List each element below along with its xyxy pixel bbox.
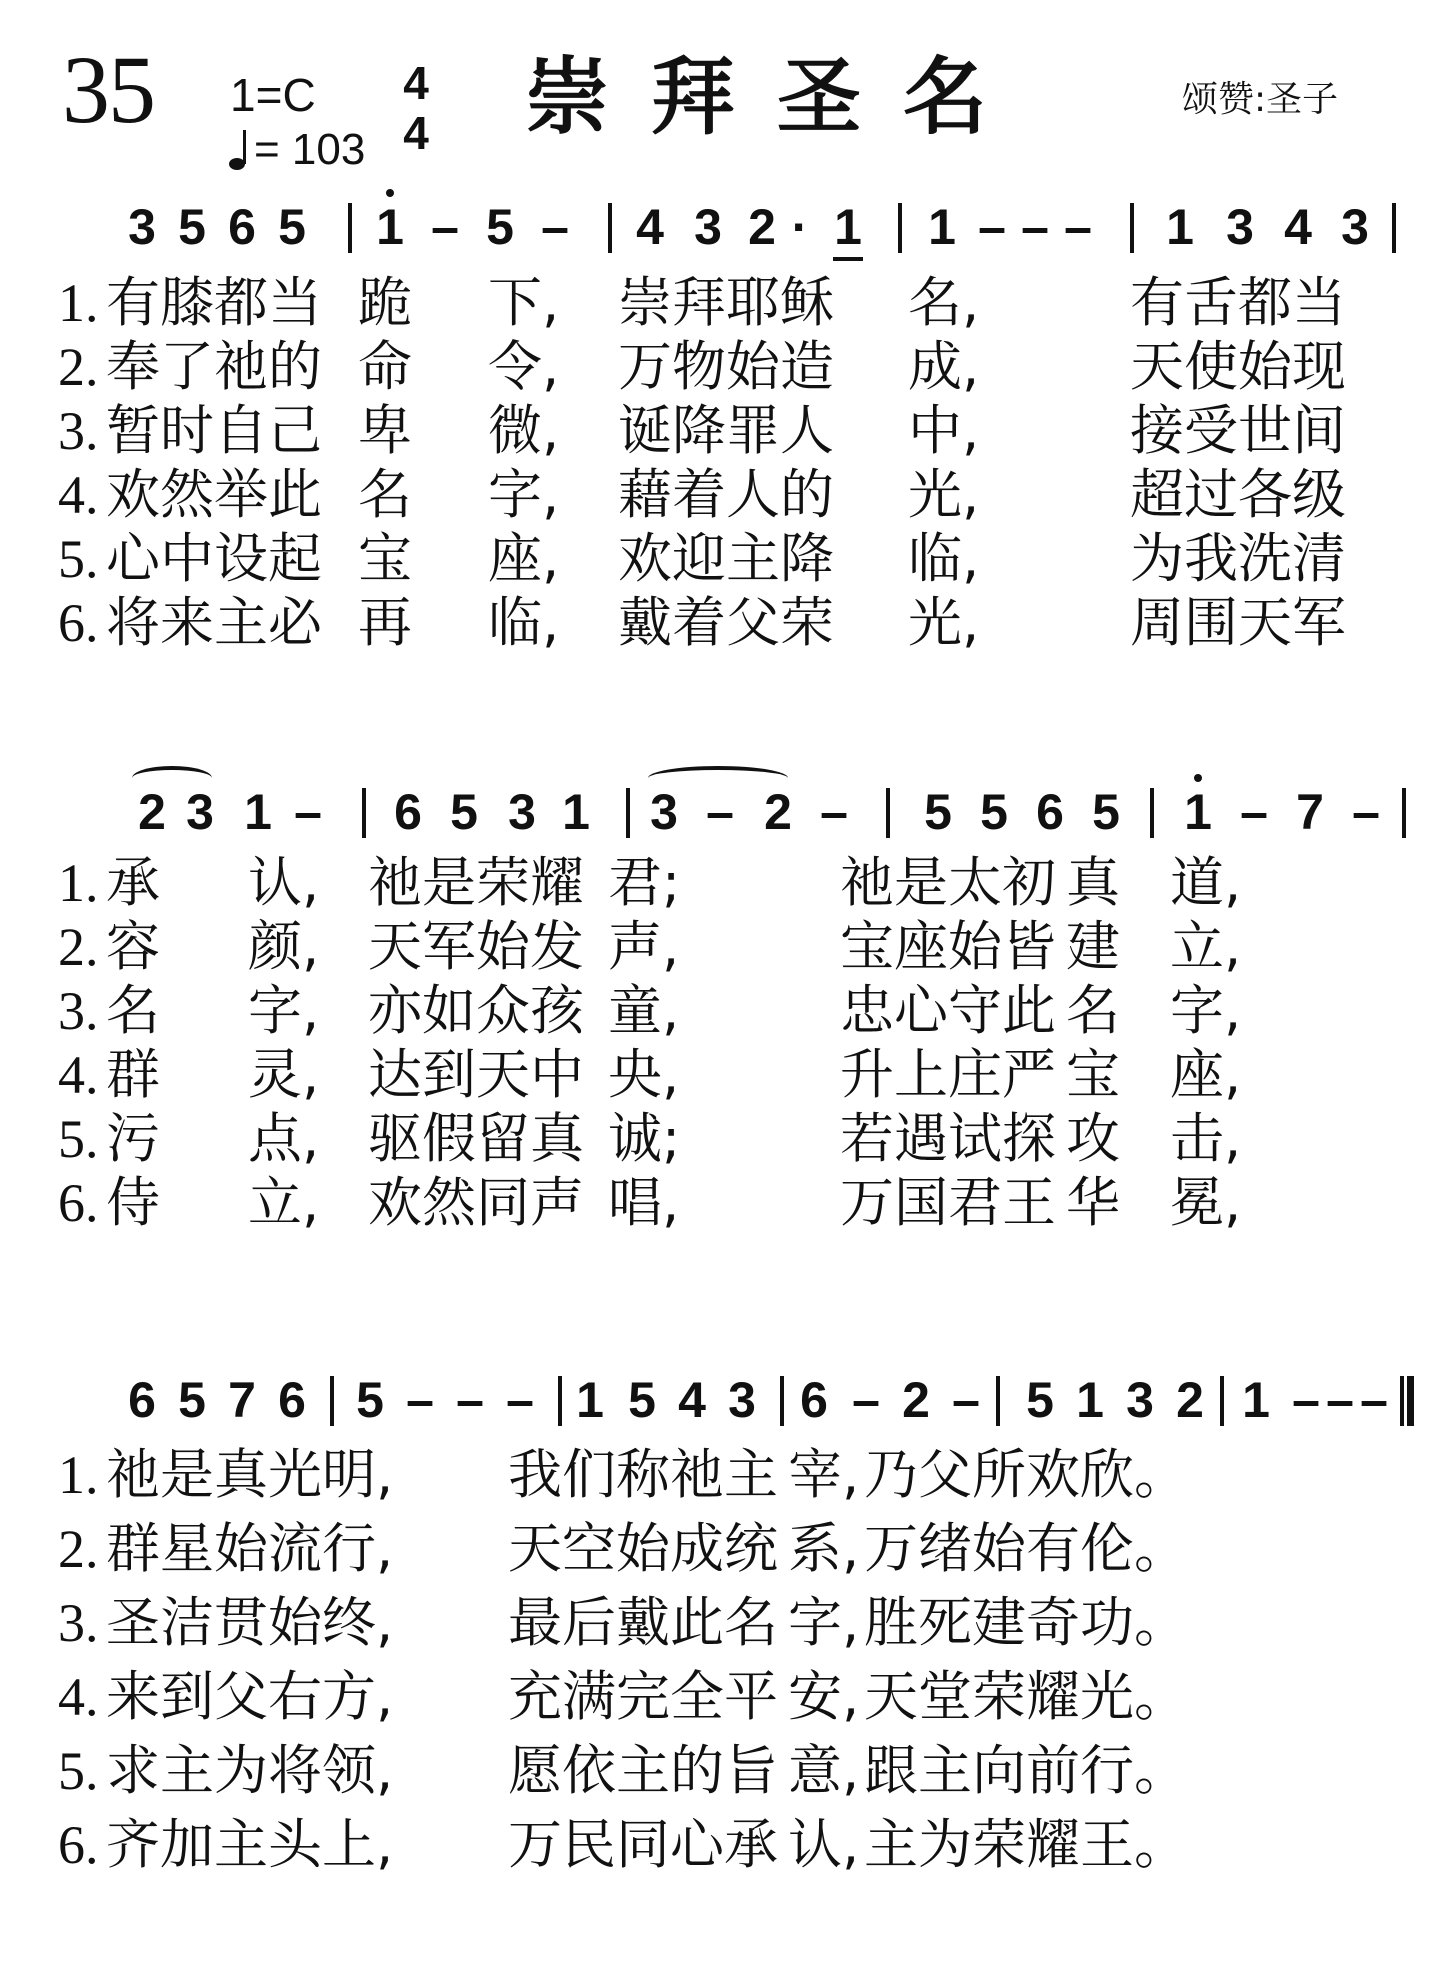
note-token: 1 bbox=[1166, 199, 1194, 255]
lyric-segment: 愿依主的旨 bbox=[508, 1739, 778, 1802]
lyric-segment: 充满完全平 bbox=[508, 1665, 778, 1728]
lyric-segment: 万物始造 bbox=[618, 335, 834, 398]
note-token: · bbox=[791, 199, 809, 255]
lyric-segment: 临, bbox=[488, 591, 560, 654]
hymn-author: 颂赞:圣子 bbox=[1182, 79, 1339, 120]
lyric-segment: 容 bbox=[106, 915, 160, 978]
lyric-segment: 若遇试探 bbox=[840, 1107, 1056, 1170]
lyric-segment: 欢迎主降 bbox=[618, 527, 834, 590]
lyric-segment: 戴着父荣 bbox=[618, 591, 834, 654]
note-token: 3 bbox=[1341, 199, 1369, 255]
barline bbox=[1220, 1376, 1224, 1426]
verse-number: 5. bbox=[58, 1741, 99, 1801]
key-signature: 1=C bbox=[230, 69, 316, 121]
lyric-segment: 诚; bbox=[608, 1107, 681, 1170]
barline bbox=[1392, 203, 1396, 253]
lyric-segment: 临, bbox=[908, 527, 980, 590]
lyric-segment: 童, bbox=[608, 979, 680, 1042]
lyric-segment: 击, bbox=[1170, 1107, 1242, 1170]
note-token: 2 bbox=[902, 1372, 930, 1428]
lyric-segment: 名 bbox=[106, 979, 160, 1042]
lyric-segment: 齐加主头上, bbox=[106, 1813, 394, 1876]
lyric-segment: 卑 bbox=[358, 399, 412, 462]
lyric-line bbox=[58, 396, 1398, 466]
note-token: 7 bbox=[1296, 784, 1324, 840]
lyric-segment: 立, bbox=[248, 1171, 320, 1234]
note-token: 6 bbox=[800, 1372, 828, 1428]
lyric-segment: 周围天军 bbox=[1130, 591, 1346, 654]
lyric-line bbox=[58, 524, 1398, 594]
lyric-segment: 中, bbox=[908, 399, 980, 462]
hymn-number: 35 bbox=[62, 36, 154, 143]
note-token: 2 bbox=[1176, 1372, 1204, 1428]
note-token: 5 bbox=[980, 784, 1008, 840]
note-token: 3 bbox=[728, 1372, 756, 1428]
tempo-value: = 103 bbox=[254, 125, 366, 174]
lyric-segment: 座, bbox=[1170, 1043, 1242, 1106]
note-token: 5 bbox=[278, 199, 306, 255]
lyric-segment: 将来主必 bbox=[106, 591, 322, 654]
lyric-segment: 灵, bbox=[248, 1043, 320, 1106]
lyric-segment: 声, bbox=[608, 915, 680, 978]
notation-row-1 bbox=[130, 197, 1390, 267]
note-token: 6 bbox=[1036, 784, 1064, 840]
verse-number: 2. bbox=[58, 337, 99, 397]
lyric-segment: 有膝都当 bbox=[106, 271, 322, 334]
note-token: 3 bbox=[1126, 1372, 1154, 1428]
lyric-line bbox=[58, 1168, 1398, 1238]
barline bbox=[608, 203, 612, 253]
note-token: 3 bbox=[1226, 199, 1254, 255]
note-token: – bbox=[852, 1372, 880, 1428]
lyric-segment: 万国君王 bbox=[840, 1171, 1056, 1234]
verse-number: 6. bbox=[58, 1815, 99, 1875]
note-token: 5 bbox=[1092, 784, 1120, 840]
lyric-line bbox=[58, 1514, 1398, 1584]
lyric-segment: 暂时自己 bbox=[106, 399, 322, 462]
lyric-segment: 诞降罪人 bbox=[618, 399, 834, 462]
time-signature bbox=[396, 58, 436, 158]
lyric-segment: 群星始流行, bbox=[106, 1517, 394, 1580]
note-token: – bbox=[1240, 784, 1268, 840]
lyric-segment: 万民同心承 bbox=[508, 1813, 778, 1876]
note-token: – bbox=[431, 199, 459, 255]
barline bbox=[1150, 788, 1154, 838]
note-token: 1 bbox=[562, 784, 590, 840]
note-token: – bbox=[978, 199, 1006, 255]
note-token: 3 bbox=[650, 784, 678, 840]
note-token: 1 bbox=[1184, 784, 1212, 840]
note-token: 2 bbox=[138, 784, 166, 840]
note-token: – bbox=[1352, 784, 1380, 840]
lyric-line bbox=[58, 848, 1398, 918]
lyric-segment: 接受世间 bbox=[1130, 399, 1346, 462]
barline bbox=[348, 203, 352, 253]
lyric-segment: 安, bbox=[788, 1665, 860, 1728]
lyric-segment: 认, bbox=[248, 851, 320, 914]
lyric-segment: 宝 bbox=[358, 527, 412, 590]
barline bbox=[362, 788, 366, 838]
lyric-segment: 攻 bbox=[1066, 1107, 1120, 1170]
barline bbox=[780, 1376, 784, 1426]
lyric-segment: 颜, bbox=[248, 915, 320, 978]
verse-number: 6. bbox=[58, 1173, 99, 1233]
lyric-segment: 胜死建奇功。 bbox=[864, 1591, 1188, 1654]
lyric-segment: 天空始成统 bbox=[508, 1517, 778, 1580]
lyric-segment: 跪 bbox=[358, 271, 412, 334]
lyric-segment: 命 bbox=[358, 335, 412, 398]
lyric-segment: 欢然同声 bbox=[368, 1171, 584, 1234]
verse-number: 2. bbox=[58, 1519, 99, 1579]
lyric-line bbox=[58, 588, 1398, 658]
lyric-line bbox=[58, 1440, 1398, 1510]
note-token: – bbox=[820, 784, 848, 840]
time-signature-bottom: 4 bbox=[403, 107, 429, 159]
verse-number: 2. bbox=[58, 917, 99, 977]
note-token: – bbox=[456, 1372, 484, 1428]
note-token: – bbox=[952, 1372, 980, 1428]
slur-mark bbox=[648, 766, 788, 790]
lyric-line bbox=[58, 1736, 1398, 1806]
verse-number: 3. bbox=[58, 981, 99, 1041]
note-token: – bbox=[294, 784, 322, 840]
lyric-segment: 光, bbox=[908, 591, 980, 654]
lyric-segment: 君; bbox=[608, 851, 681, 914]
lyric-segment: 认, bbox=[788, 1813, 860, 1876]
lyric-segment: 驱假留真 bbox=[368, 1107, 584, 1170]
lyric-segment: 名 bbox=[358, 463, 412, 526]
lyric-segment: 万绪始有伦。 bbox=[864, 1517, 1188, 1580]
lyric-line bbox=[58, 912, 1398, 982]
note-token: 4 bbox=[1284, 199, 1312, 255]
note-token: 1 bbox=[928, 199, 956, 255]
octave-dot bbox=[386, 189, 394, 197]
lyric-segment: 宝 bbox=[1066, 1043, 1120, 1106]
note-token: 6 bbox=[228, 199, 256, 255]
note-token: 6 bbox=[394, 784, 422, 840]
lyric-segment: 超过各级 bbox=[1130, 463, 1346, 526]
note-token: 3 bbox=[128, 199, 156, 255]
lyric-segment: 承 bbox=[106, 851, 160, 914]
lyric-segment: 最后戴此名 bbox=[508, 1591, 778, 1654]
lyric-segment: 令, bbox=[488, 335, 560, 398]
lyric-segment: 污 bbox=[106, 1107, 160, 1170]
barline bbox=[558, 1376, 562, 1426]
lyric-segment: 系, bbox=[788, 1517, 860, 1580]
quarter-note-icon bbox=[228, 128, 250, 172]
verse-number: 5. bbox=[58, 1109, 99, 1169]
verse-number: 4. bbox=[58, 1045, 99, 1105]
time-signature-top: 4 bbox=[403, 57, 429, 109]
verse-number: 1. bbox=[58, 273, 99, 333]
lyric-segment: 字, bbox=[1170, 979, 1242, 1042]
lyric-segment: 群 bbox=[106, 1043, 160, 1106]
lyric-segment: 天使始现 bbox=[1130, 335, 1346, 398]
hymn-title: 崇拜圣名 bbox=[525, 48, 1030, 146]
lyric-segment: 乃父所欢欣。 bbox=[864, 1443, 1188, 1506]
note-token: 1 bbox=[576, 1372, 604, 1428]
lyric-line bbox=[58, 268, 1398, 338]
note-token: – bbox=[1326, 1372, 1354, 1428]
verse-number: 3. bbox=[58, 1593, 99, 1653]
note-token: 7 bbox=[228, 1372, 256, 1428]
final-barline bbox=[1400, 1376, 1414, 1426]
lyric-segment: 冕, bbox=[1170, 1171, 1242, 1234]
barline bbox=[1402, 788, 1406, 838]
lyric-segment: 心中设起 bbox=[106, 527, 322, 590]
note-token: – bbox=[541, 199, 569, 255]
lyric-segment: 道, bbox=[1170, 851, 1242, 914]
lyric-segment: 天堂荣耀光。 bbox=[864, 1665, 1188, 1728]
note-token: 1 bbox=[1076, 1372, 1104, 1428]
note-token: 5 bbox=[628, 1372, 656, 1428]
note-token: 5 bbox=[178, 199, 206, 255]
lyric-segment: 宝座始皆 bbox=[840, 915, 1056, 978]
note-token: 4 bbox=[678, 1372, 706, 1428]
lyric-line bbox=[58, 1104, 1398, 1174]
lyric-segment: 崇拜耶稣 bbox=[618, 271, 834, 334]
note-token: 5 bbox=[356, 1372, 384, 1428]
note-token: – bbox=[406, 1372, 434, 1428]
verse-number: 6. bbox=[58, 593, 99, 653]
notation-row-2 bbox=[130, 782, 1390, 852]
note-token: – bbox=[706, 784, 734, 840]
lyric-segment: 藉着人的 bbox=[618, 463, 834, 526]
lyric-segment: 座, bbox=[488, 527, 560, 590]
note-token: – bbox=[1021, 199, 1049, 255]
lyric-segment: 祂是太初 bbox=[840, 851, 1056, 914]
lyric-segment: 侍 bbox=[106, 1171, 160, 1234]
octave-dot bbox=[1194, 774, 1202, 782]
note-token: 1 bbox=[1242, 1372, 1270, 1428]
note-token: 2 bbox=[748, 199, 776, 255]
note-token: 5 bbox=[924, 784, 952, 840]
lyric-segment: 达到天中 bbox=[368, 1043, 584, 1106]
verse-number: 1. bbox=[58, 853, 99, 913]
lyric-segment: 立, bbox=[1170, 915, 1242, 978]
note-token: 6 bbox=[128, 1372, 156, 1428]
verse-number: 4. bbox=[58, 1667, 99, 1727]
verse-number: 1. bbox=[58, 1445, 99, 1505]
tempo-marking bbox=[228, 125, 366, 174]
lyric-segment: 宰, bbox=[788, 1443, 860, 1506]
barline bbox=[898, 203, 902, 253]
barline bbox=[996, 1376, 1000, 1426]
lyric-segment: 升上庄严 bbox=[840, 1043, 1056, 1106]
note-token: 3 bbox=[186, 784, 214, 840]
lyric-segment: 名 bbox=[1066, 979, 1120, 1042]
lyric-segment: 亦如众孩 bbox=[368, 979, 584, 1042]
lyric-segment: 下, bbox=[488, 271, 560, 334]
lyric-segment: 唱, bbox=[608, 1171, 680, 1234]
barline bbox=[626, 788, 630, 838]
lyric-segment: 忠心守此 bbox=[840, 979, 1056, 1042]
lyric-line bbox=[58, 976, 1398, 1046]
note-token: 1 bbox=[376, 199, 404, 255]
lyric-segment: 字, bbox=[788, 1591, 860, 1654]
lyric-segment: 央, bbox=[608, 1043, 680, 1106]
note-token: 2 bbox=[764, 784, 792, 840]
note-token: – bbox=[506, 1372, 534, 1428]
note-token: 3 bbox=[508, 784, 536, 840]
lyric-segment: 微, bbox=[488, 399, 560, 462]
lyric-segment: 圣洁贯始终, bbox=[106, 1591, 394, 1654]
notation-row-3 bbox=[130, 1370, 1390, 1440]
lyric-segment: 祂是荣耀 bbox=[368, 851, 584, 914]
lyric-segment: 字, bbox=[248, 979, 320, 1042]
lyric-segment: 真 bbox=[1066, 851, 1120, 914]
note-token: 6 bbox=[278, 1372, 306, 1428]
lyric-segment: 我们称祂主 bbox=[508, 1443, 778, 1506]
lyric-segment: 有舌都当 bbox=[1130, 271, 1346, 334]
lyric-segment: 祂是真光明, bbox=[106, 1443, 394, 1506]
lyric-segment: 主为荣耀王。 bbox=[864, 1813, 1188, 1876]
note-token: 1 bbox=[834, 199, 862, 255]
lyric-segment: 华 bbox=[1066, 1171, 1120, 1234]
lyric-segment: 名, bbox=[908, 271, 980, 334]
slur-mark bbox=[132, 766, 212, 790]
lyric-segment: 为我洗清 bbox=[1130, 527, 1346, 590]
lyric-segment: 再 bbox=[358, 591, 412, 654]
lyric-segment: 成, bbox=[908, 335, 980, 398]
lyric-segment: 字, bbox=[488, 463, 560, 526]
note-token: 5 bbox=[1026, 1372, 1054, 1428]
note-token: 5 bbox=[450, 784, 478, 840]
lyric-segment: 意, bbox=[788, 1739, 860, 1802]
verse-number: 5. bbox=[58, 529, 99, 589]
lyric-segment: 欢然举此 bbox=[106, 463, 322, 526]
lyric-line bbox=[58, 332, 1398, 402]
eighth-underline bbox=[833, 257, 863, 261]
barline bbox=[1130, 203, 1134, 253]
lyric-line bbox=[58, 1588, 1398, 1658]
lyric-segment: 求主为将领, bbox=[106, 1739, 394, 1802]
lyric-segment: 来到父右方, bbox=[106, 1665, 394, 1728]
lyric-segment: 跟主向前行。 bbox=[864, 1739, 1188, 1802]
note-token: 5 bbox=[486, 199, 514, 255]
barline bbox=[330, 1376, 334, 1426]
lyric-segment: 光, bbox=[908, 463, 980, 526]
note-token: 5 bbox=[178, 1372, 206, 1428]
lyric-line bbox=[58, 1040, 1398, 1110]
lyric-segment: 天军始发 bbox=[368, 915, 584, 978]
lyric-line bbox=[58, 460, 1398, 530]
note-token: 1 bbox=[244, 784, 272, 840]
lyric-line bbox=[58, 1810, 1398, 1880]
verse-number: 3. bbox=[58, 401, 99, 461]
lyric-line bbox=[58, 1662, 1398, 1732]
lyric-segment: 点, bbox=[248, 1107, 320, 1170]
note-token: 4 bbox=[636, 199, 664, 255]
note-token: – bbox=[1292, 1372, 1320, 1428]
note-token: – bbox=[1064, 199, 1092, 255]
barline bbox=[886, 788, 890, 838]
note-token: 3 bbox=[694, 199, 722, 255]
lyric-segment: 奉了祂的 bbox=[106, 335, 322, 398]
note-token: – bbox=[1360, 1372, 1388, 1428]
lyric-segment: 建 bbox=[1066, 915, 1120, 978]
verse-number: 4. bbox=[58, 465, 99, 525]
